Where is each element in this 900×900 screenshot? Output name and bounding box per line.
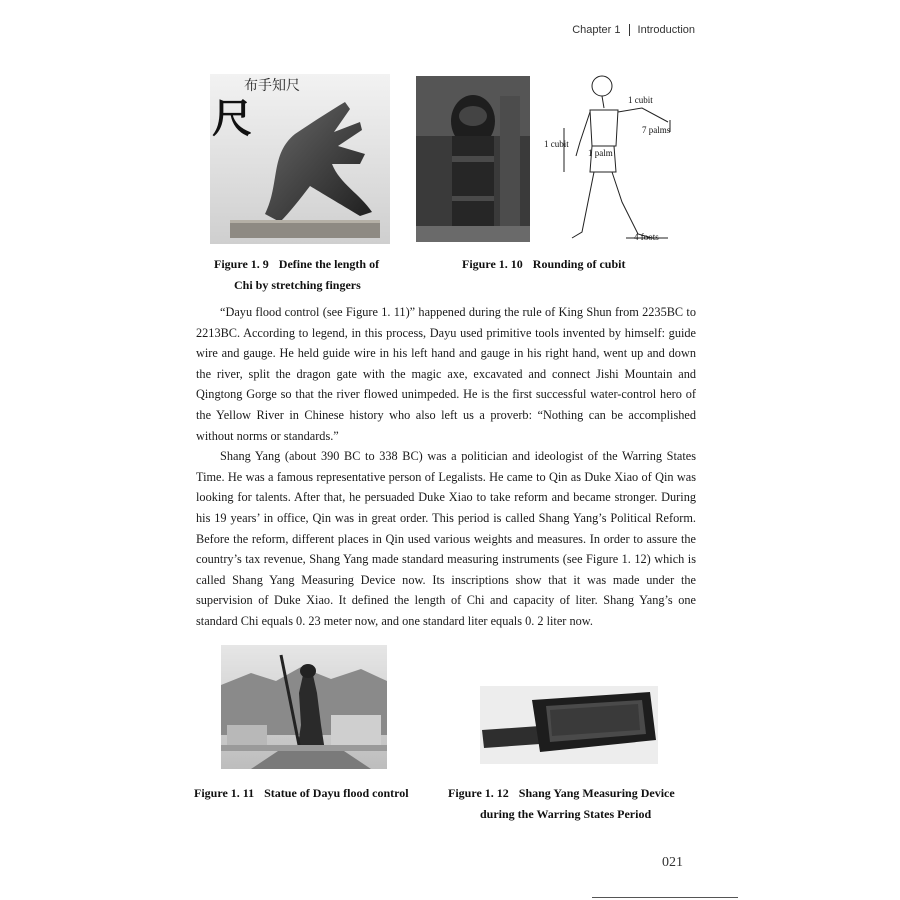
dayu-statue-photo [221, 645, 387, 769]
figure-1-11-caption-text: Statue of Dayu flood control [264, 786, 409, 800]
figure-1-11-number: Figure 1. 11 [194, 786, 255, 800]
label-1-cubit-arm: 1 cubit [628, 95, 653, 105]
figure-1-12-caption-line2: during the Warring States Period [480, 807, 652, 821]
figure-1-12-caption-line1: Shang Yang Measuring Device [518, 786, 675, 800]
figure-1-12-caption [448, 783, 708, 825]
chapter-title: Introduction [637, 24, 695, 36]
label-1-cubit-body: 1 cubit [544, 139, 569, 149]
hand-sculpture-illustration [210, 74, 390, 244]
header-divider [629, 24, 630, 36]
paragraph-shang-yang: Shang Yang (about 390 BC to 338 BC) was a politician and ideologist of the Warring States Time. He was a famous representative person of Legalists. He came to Qin as Duke Xiao of Qin was looking for talents. After that, he persuaded Duke Xiao to take reform and became stronger. During his 19 years’ in office, Qin was in great order. This period is called Shang Yang’s Political Reform. Before the reform, different places in Qin used various weights and measures. In order to assure the country’s tax revenue, Shang Yang made standard measuring instruments (see Figure 1. 12) which is called Shang Yang Measuring Device now. Its inscriptions show that it was made under the supervision of Duke Xiao. It defined the length of Chi and capacity of liter. Shang Yang’s one standard Chi equals 0. 23 meter now, and one standard liter equals 0. 2 liter now. [196, 449, 696, 628]
paragraph-dayu: “Dayu flood control (see Figure 1. 11)” happened during the rule of King Shun from 2235BC to 2213BC. According to legend, in this process, Dayu used primitive tools invented by himself: guide wire and gauge. He held guide wire in his left hand and gauge in his right hand, went up and down the river, split the dragon gate with the magic axe, excavated and connect Jishi Mountain and Qingtong Gorge so that the river flowed unimpeded. He is the first successful water-control hero of the Yellow River in Chinese history who also left us a proverb: “Nothing can be accomplished without norms or standards.” [196, 305, 696, 443]
figure-1-10-drawing [542, 72, 688, 248]
figure-1-12-number: Figure 1. 12 [448, 786, 509, 800]
figure-1-9-caption [214, 254, 414, 296]
fig-1-9-large-character: 尺 [212, 95, 252, 142]
label-1-palm: 1 palm [588, 148, 613, 158]
running-header [572, 24, 695, 36]
figure-1-10-photo [416, 76, 530, 242]
page-number: 021 [662, 855, 683, 870]
figure-1-9-caption-line2: Chi by stretching fingers [234, 278, 361, 292]
label-4-foots: 4 foots [634, 232, 659, 242]
figure-1-10-caption [462, 254, 692, 275]
body-text [196, 302, 696, 632]
figure-1-9-caption-line1: Define the length of [278, 257, 380, 271]
figure-1-10-caption-text: Rounding of cubit [532, 257, 626, 271]
fig-1-9-inscription: 布手知尺 [244, 78, 300, 94]
footer-rule [592, 897, 738, 898]
figure-1-9-number: Figure 1. 9 [214, 257, 269, 271]
label-7-palms: 7 palms [642, 125, 671, 135]
figure-1-10-number: Figure 1. 10 [462, 257, 523, 271]
cubit-body-diagram [542, 72, 688, 248]
cubit-rod-photo [416, 76, 530, 242]
measuring-device-photo [480, 686, 658, 764]
figure-1-11-caption [194, 783, 434, 804]
figure-1-12-image [480, 686, 658, 764]
figure-1-9-image [210, 74, 390, 244]
figure-1-11-image [221, 645, 387, 769]
chapter-label: Chapter 1 [572, 24, 621, 36]
